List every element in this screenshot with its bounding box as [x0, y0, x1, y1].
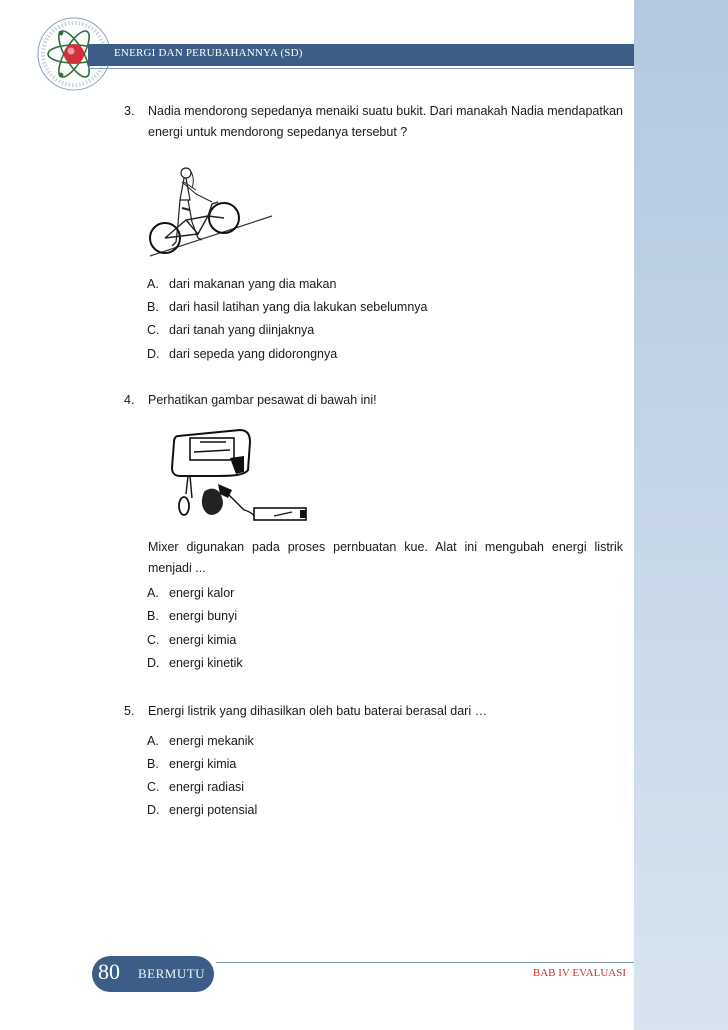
option-text: energi radiasi [169, 780, 245, 794]
option-text: energi potensial [169, 803, 258, 817]
right-margin-band [634, 0, 728, 1030]
option-letter: D. [147, 656, 160, 670]
question-text: Perhatikan gambar pesawat di bawah ini! [148, 393, 377, 407]
option-letter: D. [147, 803, 160, 817]
header-title: ENERGI DAN PERUBAHANNYA (SD) [114, 47, 303, 59]
option-text: energi kimia [169, 757, 237, 771]
option-letter: B. [147, 757, 159, 771]
footer-divider [216, 962, 634, 963]
question-followup-text: Mixer digunakan pada proses pernbuatan kue. Alat ini mengubah energi listrik menjadi ... [148, 540, 623, 575]
footer-badge [92, 956, 214, 992]
option-letter: A. [147, 277, 159, 291]
question-text: Energi listrik yang dihasilkan oleh batu baterai berasal dari … [148, 704, 488, 718]
option-letter: C. [147, 633, 160, 647]
option-text: dari tanah yang diinjaknya [169, 323, 315, 337]
page-number: 80 [98, 959, 120, 984]
option-text: dari hasil latihan yang dia lakukan sebelumnya [169, 300, 428, 314]
question-text: Nadia mendorong sepedanya menaiki suatu bukit. Dari manakah Nadia mendapatkan energi untuk mendorong sepedanya tersebut ? [148, 104, 623, 139]
option-letter: C. [147, 780, 160, 794]
option-text: energi kalor [169, 586, 235, 600]
option-letter: B. [147, 609, 159, 623]
question-number: 3. [124, 104, 135, 118]
question-number: 4. [124, 393, 135, 407]
option-text: energi bunyi [169, 609, 238, 623]
header-divider [88, 68, 634, 69]
option-letter: A. [147, 586, 159, 600]
option-text: energi kimia [169, 633, 237, 647]
book-title: BERMUTU [138, 966, 206, 981]
question-4-followup [124, 537, 624, 581]
option-letter: B. [147, 300, 159, 314]
footer-section-title: BAB IV EVALUASI [532, 967, 626, 979]
header-bar [88, 44, 634, 66]
option-letter: C. [147, 323, 160, 337]
question-5 [124, 701, 624, 723]
option-text: dari sepeda yang didorongnya [169, 347, 338, 361]
question-3 [124, 101, 624, 145]
option-text: dari makanan yang dia makan [169, 277, 337, 291]
option-letter: A. [147, 734, 159, 748]
bicycle-figure-icon [146, 164, 276, 264]
option-text: energi mekanik [169, 734, 254, 748]
option-text: energi kinetik [169, 656, 243, 670]
option-letter: D. [147, 347, 160, 361]
mixer-figure-icon [170, 428, 312, 526]
question-4 [124, 390, 624, 412]
question-number: 5. [124, 704, 135, 718]
